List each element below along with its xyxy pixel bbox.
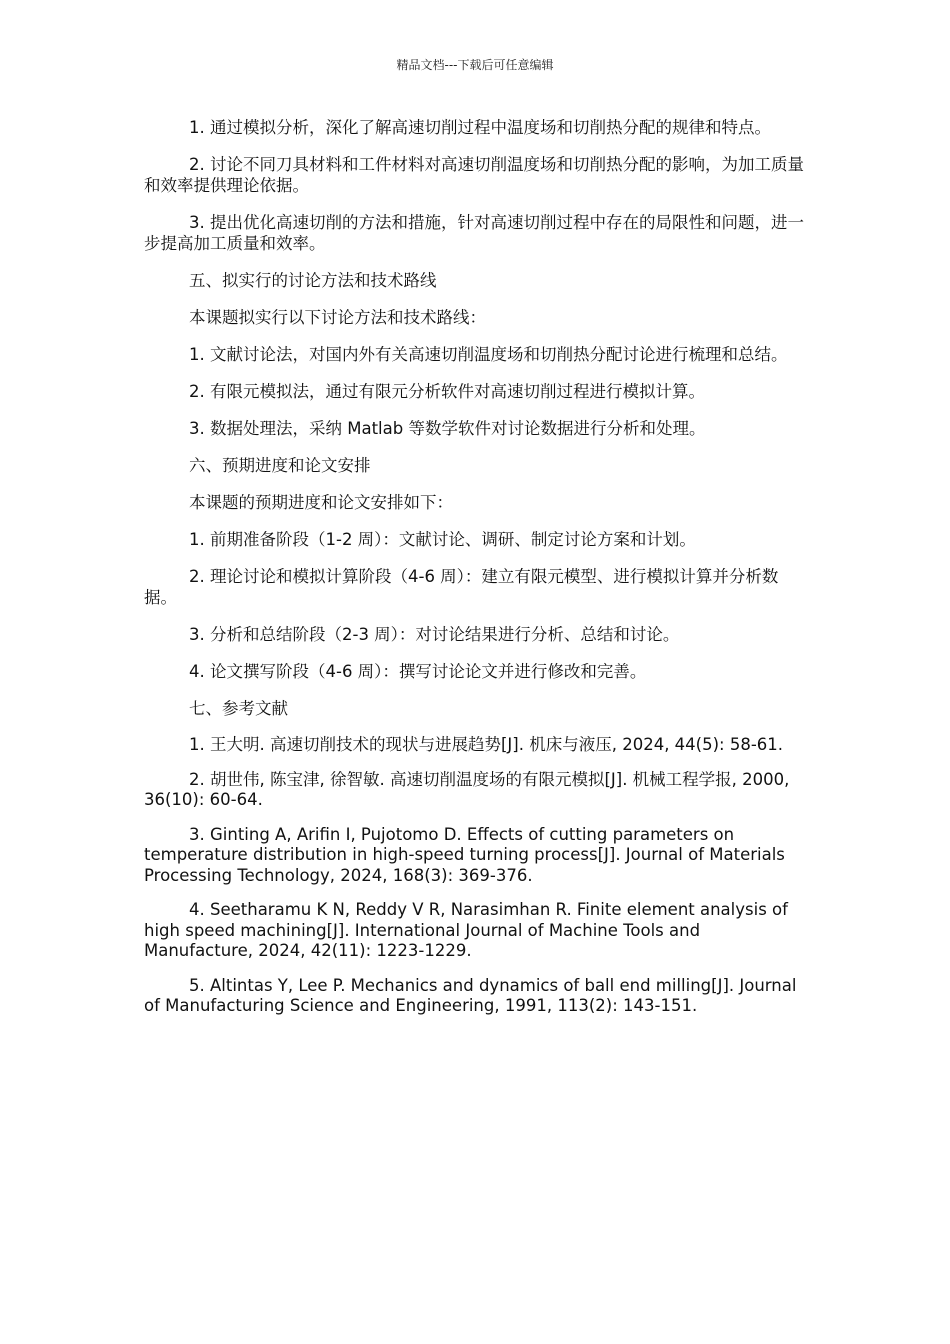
schedule-item-4: 4. 论文撰写阶段（4-6 周）：撰写讨论论文并进行修改和完善。 xyxy=(189,662,647,681)
page-header: 精品文档---下载后可任意编辑 xyxy=(396,58,554,72)
schedule-item-3: 3. 分析和总结阶段（2-3 周）：对讨论结果进行分析、总结和讨论。 xyxy=(189,625,680,644)
section-heading-schedule: 六、预期进度和论文安排 xyxy=(189,456,371,475)
schedule-item-1: 1. 前期准备阶段（1-2 周）：文献讨论、调研、制定讨论方案和计划。 xyxy=(189,530,696,549)
reference-item-4: 4. Seetharamu K N, Reddy V R, Narasimhan R. Finite element analysis of high speed machining[J]. International Journal of Machine Tools and Manufacture, 2024, 42(11): 1223-1229. xyxy=(144,900,788,960)
reference-item-5: 5. Altintas Y, Lee P. Mechanics and dynamics of ball end milling[J]. Journal of Manufacturing Science and Engineering, 1991, 113(2): 143-151. xyxy=(144,975,797,1015)
method-item-3: 3. 数据处理法，采纳 Matlab 等数学软件对讨论数据进行分析和处理。 xyxy=(189,419,706,438)
objective-item-2: 2. 讨论不同刀具材料和工件材料对高速切削温度场和切削热分配的影响，为加工质量和效率提供理论依据。 xyxy=(144,155,804,195)
methods-intro: 本课题拟实行以下讨论方法和技术路线： xyxy=(189,308,486,327)
schedule-item-2: 2. 理论讨论和模拟计算阶段（4-6 周）：建立有限元模型、进行模拟计算并分析数据。 xyxy=(144,567,779,607)
method-item-1: 1. 文献讨论法，对国内外有关高速切削温度场和切削热分配讨论进行梳理和总结。 xyxy=(189,345,788,364)
schedule-intro: 本课题的预期进度和论文安排如下： xyxy=(189,493,453,512)
objective-item-3: 3. 提出优化高速切削的方法和措施，针对高速切削过程中存在的局限性和问题，进一步提高加工质量和效率。 xyxy=(144,213,804,253)
document-body xyxy=(144,117,808,1031)
section-heading-references: 七、参考文献 xyxy=(189,699,288,718)
reference-item-1: 1. 王大明. 高速切削技术的现状与进展趋势[J]. 机床与液压, 2024, 44(5): 58-61. xyxy=(189,735,784,754)
reference-item-2: 2. 胡世伟, 陈宝津, 徐智敏. 高速切削温度场的有限元模拟[J]. 机械工程学报, 2000, 36(10): 60-64. xyxy=(144,769,790,809)
objective-item-1: 1. 通过模拟分析，深化了解高速切削过程中温度场和切削热分配的规律和特点。 xyxy=(189,118,771,137)
reference-item-3: 3. Ginting A, Arifin I, Pujotomo D. Effects of cutting parameters on temperature distribution in high-speed turning process[J]. Journal of Materials Processing Technology, 2024, 168(3): 369-376. xyxy=(144,824,785,885)
section-heading-methods: 五、拟实行的讨论方法和技术路线 xyxy=(189,271,437,290)
method-item-2: 2. 有限元模拟法，通过有限元分析软件对高速切削过程进行模拟计算。 xyxy=(189,382,705,401)
